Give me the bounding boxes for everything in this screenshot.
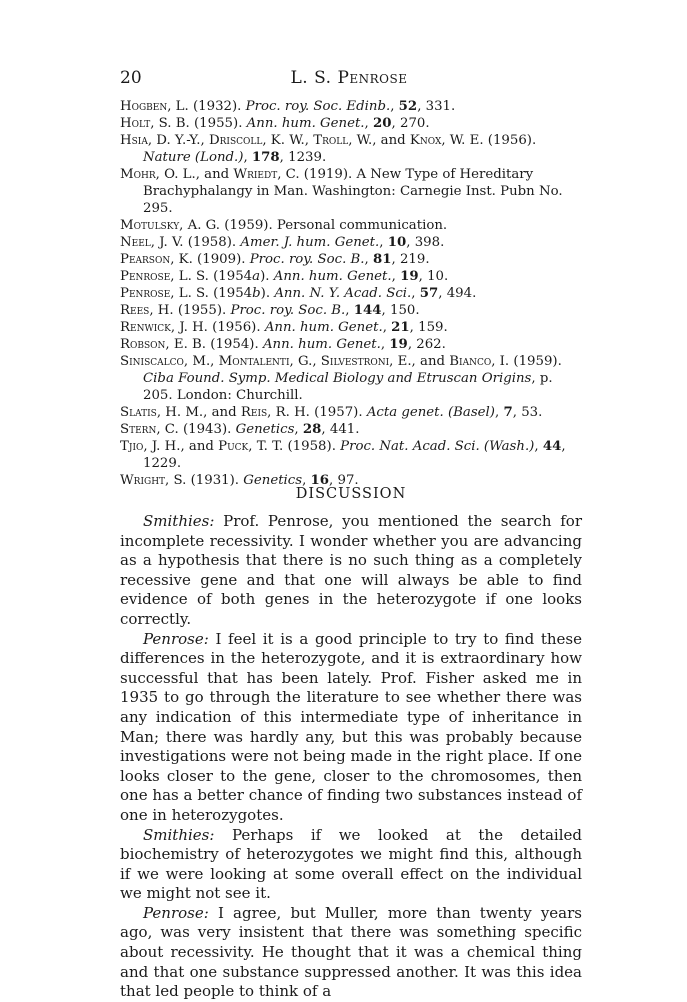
discussion-body <box>120 512 582 1002</box>
reference-text: Tjio, J. H., <box>120 439 185 454</box>
reference-text: Renwick, J. H. <box>120 320 208 335</box>
reference-text: (1931). <box>186 473 244 488</box>
reference-text: Slatis, H. M., <box>120 405 208 420</box>
reference-entry <box>120 438 582 472</box>
reference-text: 28 <box>302 422 322 437</box>
reference-entry <box>120 234 582 251</box>
reference-text: (1954 <box>208 269 253 284</box>
reference-entry <box>120 251 582 268</box>
reference-text: Siniscalco, M., Montalenti, G., Silvestroni, E., <box>120 354 416 369</box>
reference-entry <box>120 166 582 217</box>
reference-text: , p. 205. London: Churchill. <box>143 371 553 403</box>
reference-text: (1955). <box>189 116 247 131</box>
reference-text: Puck, T. T. <box>218 439 284 454</box>
discussion-paragraph <box>120 904 582 1002</box>
reference-text: , 219. <box>391 252 430 267</box>
reference-text: 52 <box>398 99 418 114</box>
reference-text: , 1239. <box>279 150 327 165</box>
reference-text: Hogben, L. <box>120 99 189 114</box>
reference-text: , 270. <box>391 116 430 131</box>
reference-entry <box>120 115 582 132</box>
reference-text: , 150. <box>381 303 420 318</box>
reference-text: 21 <box>391 320 410 335</box>
reference-text: Wright, S. <box>120 473 187 488</box>
reference-entry <box>120 132 582 166</box>
reference-text: (1954 <box>208 286 253 301</box>
speaker-name: Penrose: <box>143 903 209 922</box>
reference-text: 144 <box>353 303 382 318</box>
reference-text: (1932). <box>188 99 246 114</box>
reference-text: , <box>411 286 420 301</box>
reference-text: , 159. <box>409 320 448 335</box>
reference-text: (1958). <box>183 235 241 250</box>
discussion-paragraph <box>120 630 582 826</box>
reference-text: (1959). Personal communication. <box>220 218 448 233</box>
reference-text: , <box>364 252 373 267</box>
reference-text: (1955). <box>173 303 231 318</box>
reference-text: (1943). <box>178 422 236 437</box>
reference-entry <box>120 98 582 115</box>
reference-text: , <box>364 116 374 131</box>
reference-text: Ann. hum. Genet. <box>246 116 365 131</box>
reference-text: Proc. roy. Soc. B. <box>230 303 346 318</box>
discussion-paragraph <box>120 826 582 904</box>
reference-text: ). <box>260 286 275 301</box>
reference-text: 81 <box>373 252 392 267</box>
reference-text: Ann. hum. Genet. <box>262 337 381 352</box>
reference-text: , <box>379 235 388 250</box>
reference-text: , 53. <box>512 405 543 420</box>
reference-text: , <box>294 422 303 437</box>
reference-text: Holt, S. B. <box>120 116 190 131</box>
discussion-paragraph <box>120 512 582 630</box>
reference-text: , 97. <box>329 473 359 488</box>
reference-text: Ciba Found. Symp. Medical Biology and Etruscan Origins <box>143 371 532 386</box>
paragraph-text: I agree, but Muller, more than twenty years ago, was very insistent that there was something specific about recessivity. He thought that it was a chemical thing and that one substance suppressed another. It was this idea that led people to think of a <box>120 903 582 1001</box>
reference-text: 16 <box>310 473 330 488</box>
speaker-name: Penrose: <box>143 629 209 648</box>
reference-text: Neel, J. V. <box>120 235 184 250</box>
reference-text: 7 <box>503 405 513 420</box>
reference-text: (1957). <box>309 405 367 420</box>
reference-text: (1956). <box>483 133 537 148</box>
reference-text: , 398. <box>406 235 445 250</box>
reference-text: Penrose, L. S. <box>120 269 209 284</box>
reference-text: , <box>382 320 392 335</box>
reference-text: (1919). A New Type of Hereditary Brachyphalangy in Man. Washington: Carnegie Inst. Pubn No. 295. <box>143 167 563 216</box>
reference-text: Wriedt, C. <box>233 167 300 182</box>
reference-text: Proc. roy. Soc. Edinb. <box>245 99 391 114</box>
reference-text: and <box>415 354 450 369</box>
reference-entry <box>120 336 582 353</box>
reference-entry <box>120 217 582 234</box>
reference-text: Knox, W. E. <box>409 133 484 148</box>
reference-text: and <box>184 439 219 454</box>
speaker-name: Smithies: <box>143 825 215 844</box>
reference-text: 10 <box>387 235 407 250</box>
page-number: 20 <box>120 68 142 88</box>
reference-text: (1954). <box>206 337 263 352</box>
reference-text: a <box>252 269 261 284</box>
reference-text: , 494. <box>438 286 477 301</box>
reference-text: Hsia, D. Y.-Y., Driscoll, K. W., Troll, W., <box>120 133 377 148</box>
reference-entry <box>120 404 582 421</box>
reference-text: Genetics <box>235 422 295 437</box>
reference-text: , <box>495 405 504 420</box>
reference-text: Motulsky, A. G. <box>120 218 221 233</box>
reference-text: , <box>302 473 311 488</box>
discussion-heading: DISCUSSION <box>295 486 407 502</box>
reference-text: 178 <box>251 150 280 165</box>
reference-text: , 1229. <box>143 439 566 471</box>
reference-entry <box>120 353 582 404</box>
reference-text: Reis, R. H. <box>240 405 310 420</box>
reference-text: , <box>390 99 399 114</box>
reference-text: 57 <box>419 286 439 301</box>
reference-text: Mohr, O. L., <box>120 167 200 182</box>
reference-entry <box>120 285 582 302</box>
page-header <box>120 68 578 92</box>
paragraph-text: I feel it is a good principle to try to find these differences in the heterozygote, and it is extraordinary how successful that has been lately. Prof. Fisher asked me in 1935 to go through the literature to see whether there was any indication of this intermediate type of inheritance in Man; there was hardly any, but this was probably because investigations were not being made in the right place. If one looks closer to the gene, closer to the chromosomes, then one has a better chance of finding two substances instead of one in heterozygotes. <box>120 629 582 824</box>
reference-text: Rees, H. <box>120 303 174 318</box>
reference-text: (1909). <box>192 252 250 267</box>
reference-text: , 441. <box>321 422 360 437</box>
reference-text: Robson, E. B. <box>120 337 207 352</box>
reference-text: Genetics <box>243 473 303 488</box>
reference-text: (1959). <box>509 354 562 369</box>
reference-text: Stern, C. <box>120 422 179 437</box>
reference-text: Ann. N. Y. Acad. Sci. <box>274 286 412 301</box>
reference-entry <box>120 302 582 319</box>
reference-entry <box>120 319 582 336</box>
reference-text: and <box>376 133 410 148</box>
reference-entry <box>120 268 582 285</box>
reference-text: Pearson, K. <box>120 252 193 267</box>
reference-text: , 331. <box>417 99 456 114</box>
reference-text: and <box>199 167 234 182</box>
reference-text: ). <box>260 269 274 284</box>
reference-text: , <box>345 303 354 318</box>
reference-text: b <box>252 286 261 301</box>
reference-text: , 10. <box>418 269 449 284</box>
reference-text: 44 <box>542 439 562 454</box>
reference-text: Nature (Lond.) <box>143 150 244 165</box>
reference-text: Proc. roy. Soc. B. <box>249 252 365 267</box>
reference-text: , <box>380 337 390 352</box>
reference-text: Bianco, I. <box>449 354 510 369</box>
running-head: L. S. Penrose <box>290 68 408 88</box>
reference-text: Amer. J. hum. Genet. <box>240 235 380 250</box>
reference-text: 20 <box>373 116 392 131</box>
reference-text: (1956). <box>207 320 265 335</box>
reference-entry <box>120 421 582 438</box>
reference-text: Ann. hum. Genet. <box>273 269 392 284</box>
reference-text: Acta genet. (Basel) <box>366 405 495 420</box>
reference-text: , <box>243 150 252 165</box>
speaker-name: Smithies: <box>143 512 215 530</box>
reference-text: Ann. hum. Genet. <box>264 320 383 335</box>
reference-text: Proc. Nat. Acad. Sci. (Wash.) <box>340 439 535 454</box>
reference-text: , 262. <box>407 337 446 352</box>
reference-text: , <box>391 269 401 284</box>
reference-text: Penrose, L. S. <box>120 286 209 301</box>
reference-list <box>120 98 582 489</box>
reference-text: 19 <box>389 337 408 352</box>
reference-text: 19 <box>400 269 419 284</box>
reference-text: and <box>207 405 241 420</box>
reference-text: (1958). <box>283 439 341 454</box>
paragraph-text: Prof. Penrose, you mentioned the search for incomplete recessivity. I wonder whether you are advancing as a hypothesis that there is no such thing as a completely recessive gene and that one will always be able to find evidence of both genes in the heterozygote if one looks correctly. <box>120 512 582 628</box>
reference-text: , <box>534 439 543 454</box>
paragraph-text: Perhaps if we looked at the detailed biochemistry of heterozygotes we might find this, although if we were looking at some overall effect on the individual we might not see it. <box>120 825 582 903</box>
